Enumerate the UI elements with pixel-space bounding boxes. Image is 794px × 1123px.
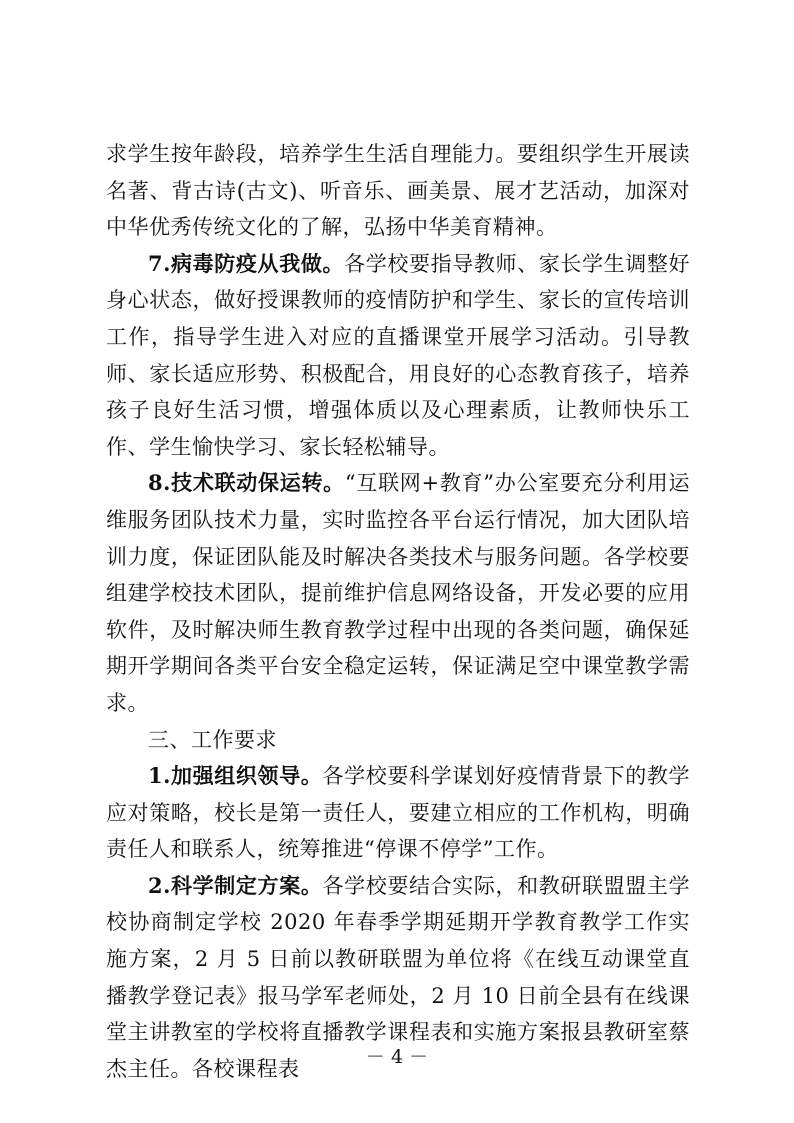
document-body [106,136,690,1087]
paragraph-req-1 [106,758,690,868]
paragraph-continuation: 求学生按年龄段，培养学生生活自理能力。要组织学生开展读名著、背古诗(古文)、听音乐、画美景、展才艺活动，加深对中华优秀传统文化的了解，弘扬中华美育精神。 [106,142,690,240]
paragraph-item-7 [106,246,690,466]
page-number: － 4 － [365,1046,429,1068]
section-heading: 三、工作要求 [148,727,277,752]
item-heading: 7.病毒防疫从我做。 [148,250,345,276]
item-text: 各学校要科学谋划好疫情背景下的教学应对策略，校长是第一责任人，要建立相应的工作机构，明确责任人和联系人，统筹推进“停课不停学”工作。 [106,764,690,862]
paragraph-item-8 [106,465,690,721]
item-heading: 8.技术联动保运转。 [148,470,345,496]
item-text: “互联网+教育”办公室要充分利用运维服务团队技术力量，实时监控各平台运行情况，加大团队培训力度，保证团队能及时解决各类技术与服务问题。各学校要组建学校技术团队，提前维护信息网络设备，开发必要的应用软件，及时解决师生教育教学过程中出现的各类问题，确保延期开学期间各类平台安全稳定运转，保证满足空中课堂教学需求。 [106,471,690,715]
item-text: 各学校要指导教师、家长学生调整好身心状态，做好授课教师的疫情防护和学生、家长的宣传培训工作，指导学生进入对应的直播课堂开展学习活动。引导教师、家长适应形势、积极配合，用良好的心态教育孩子，培养孩子良好生活习惯，增强体质以及心理素质，让教师快乐工作、学生愉快学习、家长轻松辅导。 [106,251,690,459]
item-text: 各学校要结合实际，和教研联盟盟主学校协商制定学校 2020 年春季学期延期开学教育教学工作实施方案，2 月 5 日前以教研联盟为单位将《在线互动课堂直播教学登记表》报马学军老师处，2 月 10 日前全县有在线课堂主讲教室的学校将直播教学课程表和实施方案报县教研室蔡杰主任。各校课程表 [106,873,690,1081]
item-heading: 1.加强组织领导。 [148,763,323,789]
item-heading: 2.科学制定方案。 [148,872,323,898]
